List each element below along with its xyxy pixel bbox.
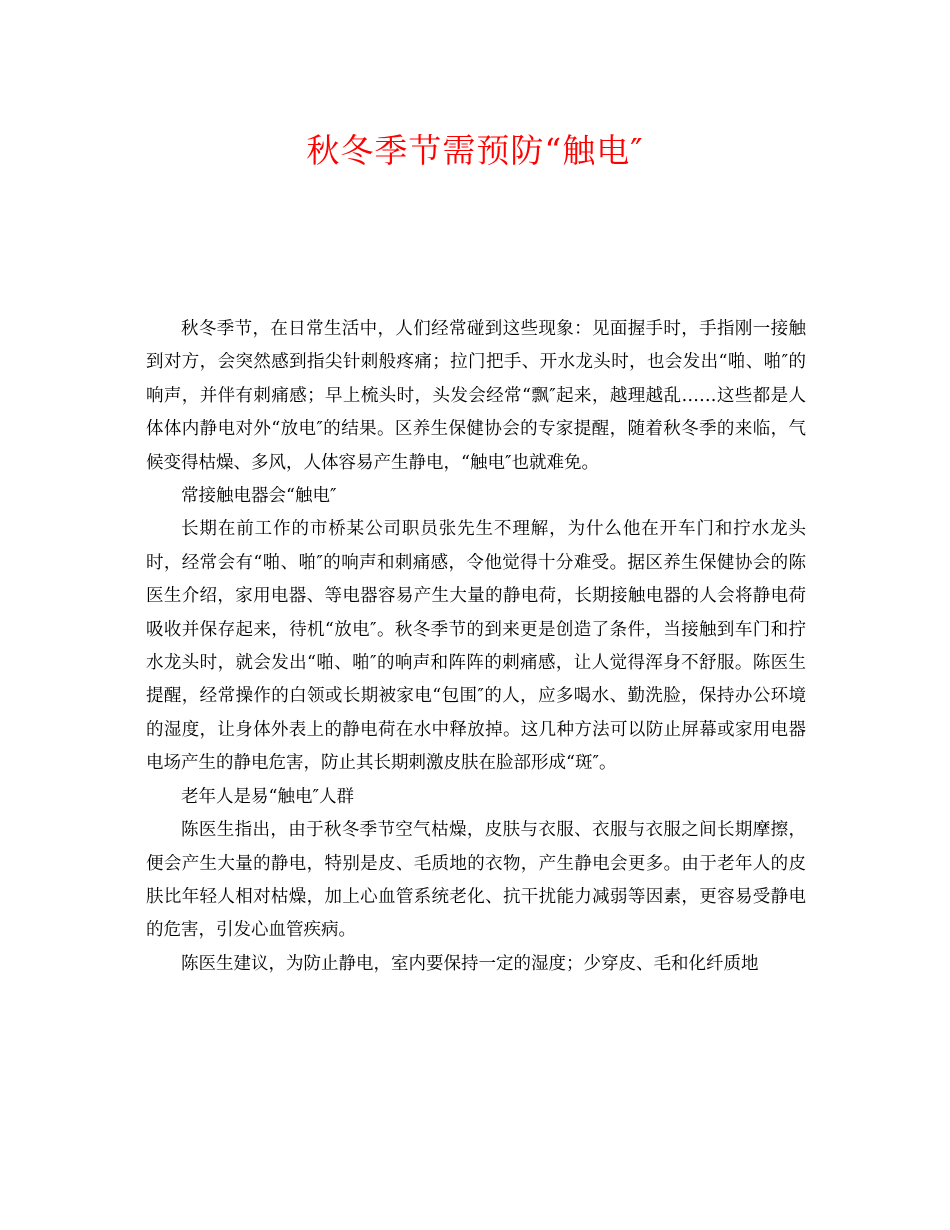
paragraph: 长期在前工作的市桥某公司职员张先生不理解，为什么他在开车门和拧水龙头时，经常会有“啪、啪″的响声和刺痛感，令他觉得十分难受。据区养生保健协会的陈医生介绍，家用电器、等电器容易产生大量的静电荷，长期接触电器的人会将静电荷吸收并保存起来，待机“放电″。秋冬季节的到来更是创造了条件，当接触到车门和拧水龙头时，就会发出“啪、啪″的响声和阵阵的刺痛感，让人觉得浑身不舒服。陈医生提醒，经常操作的白领或长期被家电“包围″的人，应多喝水、勤洗脸，保持办公环境的湿度，让身体外表上的静电荷在水中释放掉。这几种方法可以防止屏幕或家用电器电场产生的静电危害，防止其长期刺激皮肤在脸部形成“斑″。 [146, 519, 806, 774]
section-heading: 老年人是易“触电″人群 [181, 786, 354, 807]
document-body [146, 313, 806, 981]
document-title: 秋冬季节需预防“触电″ [306, 131, 644, 170]
paragraph: 陈医生建议，为防止静电，室内要保持一定的湿度；少穿皮、毛和化纤质地 [181, 953, 759, 974]
paragraph: 秋冬季节，在日常生活中，人们经常碰到这些现象：见面握手时，手指刚一接触到对方，会突然感到指尖针刺般疼痛；拉门把手、开水龙头时，也会发出“啪、啪″的响声，并伴有刺痛感；早上梳头时，头发会经常“飘″起来，越理越乱……这些都是人体体内静电对外“放电″的结果。区养生保健协会的专家提醒，随着秋冬季的来临，气候变得枯燥、多风，人体容易产生静电，“触电″也就难免。 [146, 319, 806, 473]
paragraph: 陈医生指出，由于秋冬季节空气枯燥，皮肤与衣服、衣服与衣服之间长期摩擦，便会产生大量的静电，特别是皮、毛质地的衣物，产生静电会更多。由于老年人的皮肤比年轻人相对枯燥，加上心血管系统老化、抗干扰能力减弱等因素，更容易受静电的危害，引发心血管疾病。 [146, 820, 806, 941]
section-heading: 常接触电器会“触电″ [181, 486, 337, 507]
